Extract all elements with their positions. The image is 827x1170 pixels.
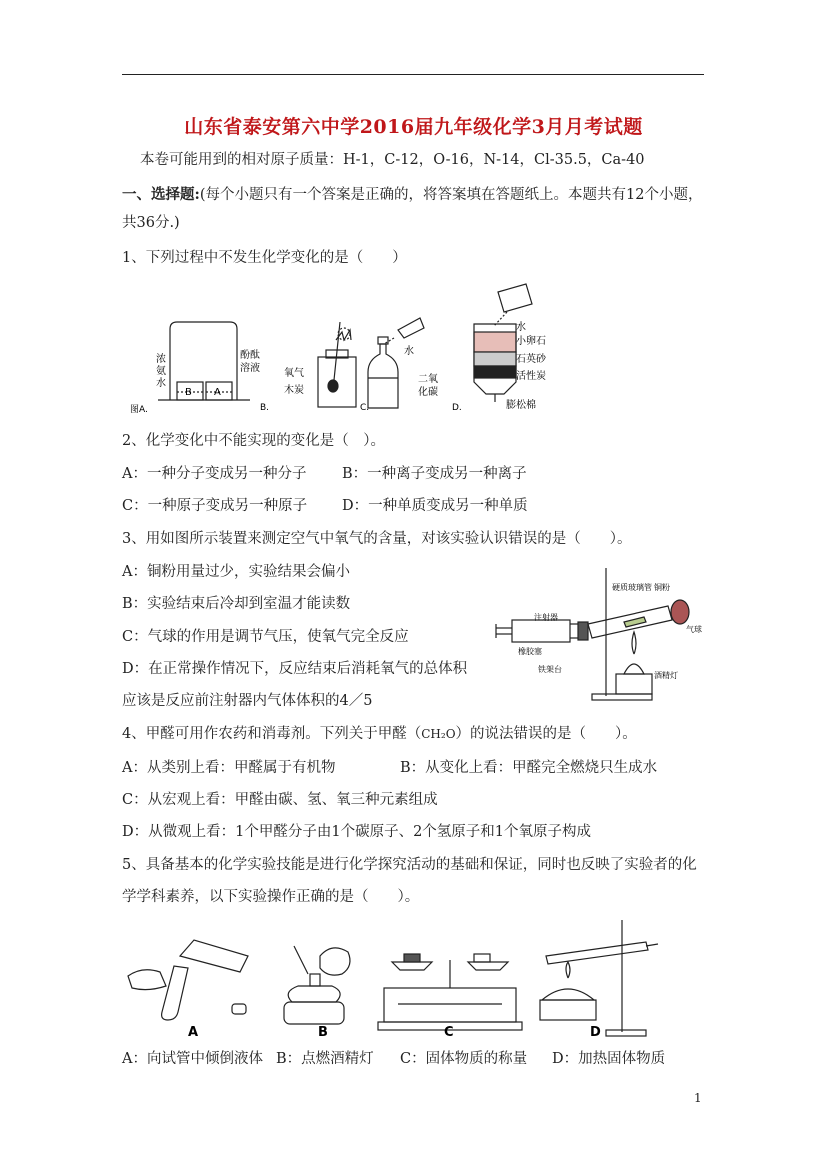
q4-stem-post: ）的说法错误的是（ ）。 <box>455 726 637 742</box>
q4-option-c: C：从宏观上看：甲醛由碳、氢、氧三种元素组成 <box>122 792 438 808</box>
q1-b-charcoal: 木炭 <box>284 385 304 396</box>
q1-a-left-3: 水 <box>156 378 166 389</box>
q3-option-d: D：在正常操作情况下，反应结束后消耗氧气的总体积 <box>122 661 468 677</box>
q1-d-water: 水 <box>516 322 526 333</box>
q3-label-balloon: 气球 <box>686 625 702 634</box>
q4-option-d: D：从微观上看：1个甲醛分子由1个碳原子、2个氢原子和1个氧原子构成 <box>122 824 592 840</box>
q4-option-a: A：从类别上看：甲醛属于有机物 <box>122 760 336 776</box>
q1-d-cotton: 膨松棉 <box>506 400 536 411</box>
q4-option-b: B：从变化上看：甲醛完全燃烧只生成水 <box>400 760 658 776</box>
q3-label-lamp: 酒精灯 <box>654 671 678 680</box>
q3-label-copper: 铜粉 <box>654 583 670 592</box>
q1-a-left-1: 浓 <box>156 354 166 365</box>
q1-c-letter: C. <box>360 403 370 413</box>
q3-label-stopper: 橡胶塞 <box>518 647 542 656</box>
q1-fig-b <box>318 322 356 407</box>
q5-fig-label-d: D <box>590 1025 601 1040</box>
q5-option-b: B：点燃酒精灯 <box>276 1051 374 1067</box>
q4-stem <box>122 725 637 743</box>
q1-d-carbon: 活性炭 <box>516 371 546 382</box>
q1-a-right-1: 酚酞 <box>240 350 260 361</box>
intro-text: 本卷可能用到的相对原子质量：H-1，C-12，O-16，N-14，Cl-35.5，Ca-40 <box>140 152 645 168</box>
q2-option-a: A：一种分子变成另一种分子 <box>122 466 307 482</box>
q1-a-letter: 图A. <box>130 405 148 415</box>
q3-option-d-cont: 应该是反应前注射器内气体体积的4／5 <box>122 693 373 709</box>
q1-fig-c <box>368 318 424 408</box>
q1-stem: 1、下列过程中不发生化学变化的是（ ） <box>122 250 407 266</box>
q3-option-a: A：铜粉用量过少，实验结果会偏小 <box>122 564 350 580</box>
q3-apparatus-figure <box>494 562 700 704</box>
q3-option-b: B：实验结束后冷却到室温才能读数 <box>122 596 351 612</box>
q4-formula: CH₂O <box>421 727 456 741</box>
q1-b-o2: 氧气 <box>284 368 304 379</box>
q1-d-sand: 石英砂 <box>516 354 546 365</box>
q1-a-left-2: 氨 <box>156 366 166 377</box>
q2-option-c: C：一种原子变成另一种原子 <box>122 498 308 514</box>
q5-option-c: C：固体物质的称量 <box>400 1051 528 1067</box>
q3-label-stand: 铁架台 <box>538 665 562 674</box>
q1-b-letter: B. <box>260 403 270 413</box>
q5-fig-label-a: A <box>188 1025 199 1040</box>
q1-figure <box>122 282 546 417</box>
q1-a-beaker-b: B <box>185 387 192 398</box>
q2-option-b: B：一种离子变成另一种离子 <box>342 466 527 482</box>
q1-c-water: 水 <box>404 346 414 357</box>
section-heading: 一、选择题: <box>122 186 200 203</box>
q1-a-beaker-a: A <box>214 387 221 398</box>
q1-c-co2-2: 化碳 <box>418 387 438 398</box>
section-desc-2: 共36分.) <box>122 215 180 231</box>
q5-option-d: D：加热固体物质 <box>552 1051 666 1067</box>
q5-stem: 5、具备基本的化学实验技能是进行化学探究活动的基础和保证，同时也反映了实验者的化 <box>122 857 697 873</box>
q1-d-letter: D. <box>452 403 462 413</box>
q5-option-a: A：向试管中倾倒液体 <box>122 1051 263 1067</box>
q2-option-d: D：一种单质变成另一种单质 <box>342 498 528 514</box>
q1-d-pebble: 小卵石 <box>516 336 546 347</box>
section-heading-line <box>122 186 702 204</box>
exam-title: 山东省泰安第六中学2016届九年级化学3月月考试题 <box>184 116 643 138</box>
page-number: 1 <box>694 1091 702 1105</box>
q1-a-right-2: 溶液 <box>240 363 260 374</box>
q3-label-tube: 硬质玻璃管 <box>612 583 652 592</box>
q1-fig-a <box>158 322 250 400</box>
q5-figure <box>122 916 662 1040</box>
section-desc: (每个小题只有一个答案是正确的，将答案填在答题纸上。本题共有12个小题， <box>199 187 703 203</box>
q3-option-c: C：气球的作用是调节气压，使氧气完全反应 <box>122 629 409 645</box>
q3-stem: 3、用如图所示装置来测定空气中氧气的含量，对该实验认识错误的是（ ）。 <box>122 531 632 547</box>
q1-c-co2-1: 二氧 <box>418 374 438 385</box>
header-rule <box>122 74 704 75</box>
q3-label-syringe: 注射器 <box>534 613 558 622</box>
q5-fig-label-c: C <box>444 1025 454 1040</box>
q5-stem-2: 学学科素养，以下实验操作正确的是（ ）。 <box>122 889 420 905</box>
q2-stem: 2、化学变化中不能实现的变化是（ ）。 <box>122 433 385 449</box>
q4-stem-pre: 4、甲醛可用作农药和消毒剂。下列关于甲醛（ <box>122 726 422 742</box>
q5-fig-label-b: B <box>318 1025 328 1040</box>
